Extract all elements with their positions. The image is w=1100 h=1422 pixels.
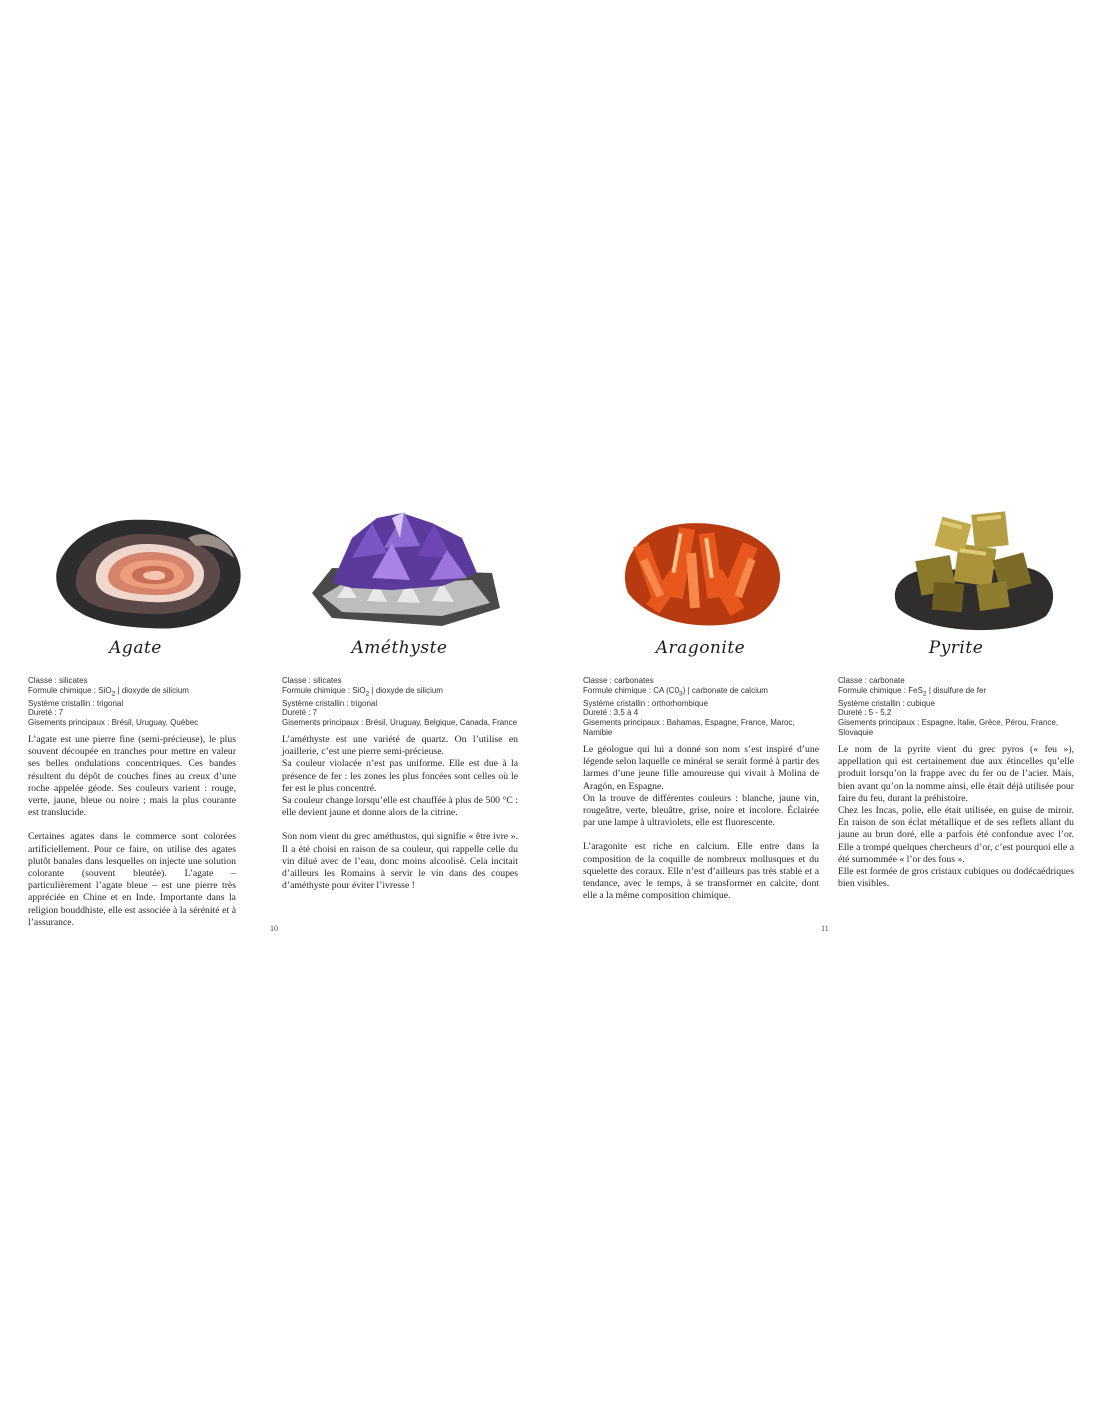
meta-gisements: Gisements principaux : Brésil, Uruguay, Belgique, Canada, France [282,717,518,727]
formule-suffix: | dioxyde de silicium [115,685,189,695]
agate-illustration [28,498,243,638]
meta-gisements: Gisements principaux : Brésil, Uruguay, Québec [28,717,199,727]
meta-systeme: Système cristallin : trigonal [282,698,378,708]
meta-classe: Classe : silicates [282,676,342,685]
paragraph: On la trouve de différentes couleurs : blanche, jaune vin, rougeâtre, verte, bleuâtre, grise, noire et incolore. Éclairée par une lampe à ultraviolets, elle est fluorescente. [583,792,819,829]
mineral-description [28,734,236,941]
paragraph: L’aragonite est riche en calcium. Elle entre dans la composition de la coquille de nombreux mollusques et du squelette des coraux. Elle n’est d’ailleurs pas très stable et a tendance, avec le temps, à se transformer en calcite, dont elle a la même composition chimique. [583,841,819,902]
paragraph: Sa couleur violacée n’est pas uniforme. Elle est due à la présence de fer : les zones les plus foncées sont celles où le fer est le plus concentré. [282,758,518,794]
meta-durete: Dureté : 5 - 5,2 [838,708,892,718]
meta-systeme: Système cristallin : cubique [838,698,935,708]
mineral-meta [583,676,795,737]
page-number-left: 10 [270,924,278,933]
amethyste-illustration [292,498,507,638]
meta-gisements-cont: Namibie [583,727,613,737]
aragonite-illustration [603,498,793,638]
meta-classe: Classe : carbonates [583,676,654,685]
meta-gisements: Gisements principaux : Espagne, Italie, Grèce, Pérou, France, [838,717,1059,727]
meta-classe: Classe : silicates [28,676,88,685]
meta-formule [282,686,517,699]
paragraph: Chez les Incas, polie, elle était utilisée, en guise de miroir. En raison de son éclat métallique et de ses reflets allant du jaune au brun doré, elle a parfois été confondue avec l’or. Elle a trompé quelques chercheurs d’or, c’est pourquoi elle a été surnommée « l’or des fous ». [838,805,1074,865]
paragraph: L’améthyste est une variété de quartz. On l’utilise en joaillerie, c’est une pierre semi-précieuse. [282,734,518,758]
formule-subscript: 2 [111,690,116,698]
paragraph: Sa couleur change lorsqu’elle est chauffée à plus de 500 °C : elle devient jaune et donne alors de la citrine. [282,795,518,819]
mineral-meta [28,676,198,728]
meta-formule [838,686,1058,699]
paragraph: Le géologue qui lui a donné son nom s’est inspiré d’une légende selon laquelle ce minéral se serait formé à partir des larmes d’une jeune fille amoureuse qui vivait à Molina de Aragón, en Espagne. [583,744,819,792]
formule-suffix: | dioxyde de silicium [369,685,443,695]
meta-formule [583,686,795,699]
formule-subscript: 2 [922,690,927,698]
meta-systeme: Système cristallin : trigonal [28,698,124,708]
mineral-meta [282,676,517,728]
mineral-title: Améthyste [351,638,448,658]
mineral-description [282,734,518,904]
meta-durete: Dureté : 7 [282,708,318,718]
formule-subscript: 3 [679,690,683,698]
meta-gisements: Gisements principaux : Bahamas, Espagne, France, Maroc, [583,717,795,727]
meta-gisements-cont: Slovaquie [838,727,874,737]
paragraph: Elle est formée de gros cristaux cubiques ou dodécaédriques bien visibles. [838,866,1074,890]
mineral-description [838,744,1074,902]
mineral-description [583,744,819,914]
meta-durete: Dureté : 7 [28,708,64,718]
formule-prefix: Formule chimique : FeS [838,685,923,695]
meta-durete: Dureté : 3,5 à 4 [583,708,639,718]
formule-suffix: ) | carbonate de calcium [682,685,768,695]
formule-prefix: Formule chimique : SiO [28,685,112,695]
formule-prefix: Formule chimique : SiO [282,685,366,695]
page-number-right: 11 [821,924,829,933]
paragraph: Son nom vient du grec améthustos, qui signifie « être ivre ». Il a été choisi en raison de sa couleur, qui rappelle celle du vin dilué avec de l’eau, donc moins alcoolisé. Cela incitait d’ailleurs les Romains à servir le vin dans des coupes d’améthyste pour éviter l’ivresse ! [282,831,518,892]
paragraph: L’agate est une pierre fine (semi-précieuse), le plus souvent découpée en tranches pour mettre en valeur ses belles ondulations concentriques. Ces bandes résultent du dépôt de couches fines au creux d’une roche appelée géode. Ses couleurs varient : rouge, verte, jaune, bleue ou noire ; mais la plus courante est translucide. [28,734,236,819]
mineral-meta [838,676,1058,737]
pyrite-illustration [878,498,1058,638]
paragraph: Le nom de la pyrite vient du grec pyros (« feu »), appellation qui est certainement due aux étincelles qu’elle produit lorsqu’on la frappe avec du fer ou de l’acier. Mais, bien avant qu’on la nomme ainsi, elle était déjà utilisée pour faire du feu, durant la préhistoire. [838,744,1074,804]
formule-suffix: | disulfure de fer [926,685,987,695]
meta-formule [28,686,198,699]
paragraph: Certaines agates dans le commerce sont colorées artificiellement. Pour ce faire, on utilise des agates plutôt banales dans lesquelles on injecte une solution colorante (souvent bleutée). L’agate – particulièrement l’agate bleue – est une pierre très appréciée en Chine et en Inde. Importante dans la religion bouddhiste, elle est associée à la sérénité et à l’assurance. [28,831,236,928]
mineral-title: Aragonite [655,638,746,658]
meta-classe: Classe : carbonate [838,676,905,685]
formule-subscript: 2 [365,690,370,698]
mineral-title: Agate [109,638,162,658]
formule-prefix: Formule chimique : CA (C0 [583,685,680,695]
mineral-title: Pyrite [928,638,984,658]
meta-systeme: Système cristallin : orthorhombique [583,698,708,708]
